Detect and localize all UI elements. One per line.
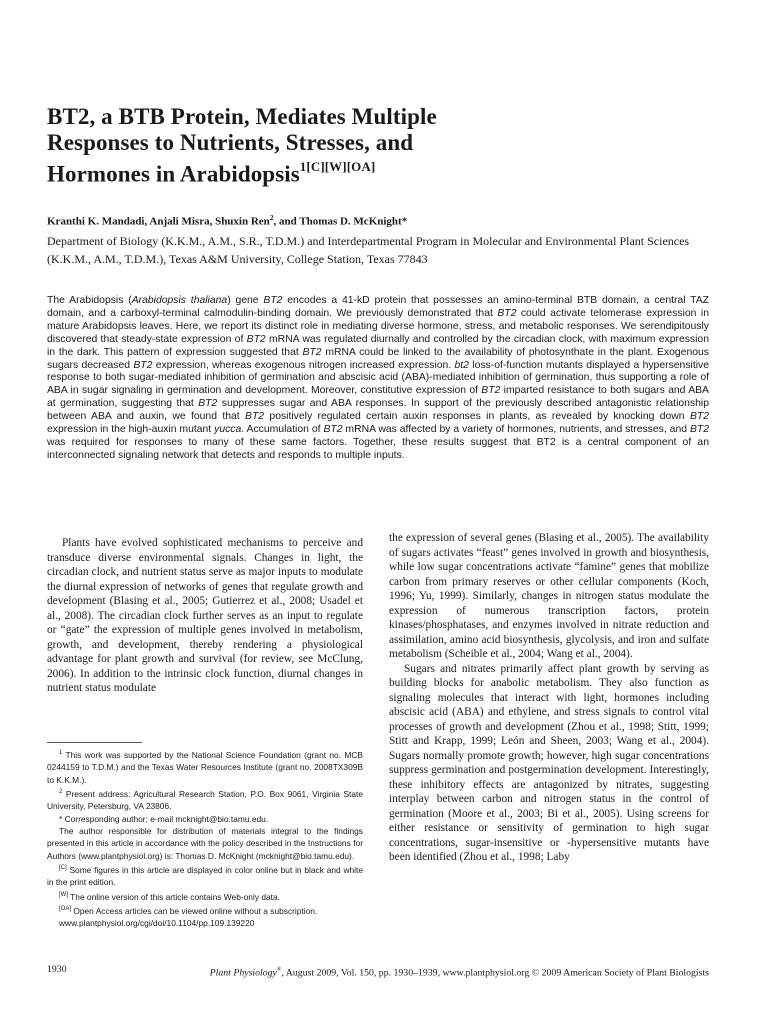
author-ren-footnote-mark: 2 [269,213,274,222]
body-paragraph: Sugars and nitrates primarily affect plant growth by serving as building blocks for anabolic metabolism. They also function as signaling molecules that interact with light, hormones including abscisic acid (ABA) and ethylene, and stress signals to control vital processes of growth and development (Zhou et al., 1998; Stitt, 1999; Stitt and Krapp, 1999; León and Sheen, 2003; Wang et al., 2004). Sugars normally promote growth; however, high sugar concentrations suppress germination and postgermination development. Interestingly, these inhibitory effects are antagonized by nitrates, suggesting interplay between carbon and nitrogen status in the control of germination (Moore et al., 2003; Bi et al., 2005). Using screens for either resistance or sensitivity of germination to high sugar concentrations, sugar-insensitive or -hypersensitive mutants have been identified (Zhou et al., 1998; Laby [389,662,709,863]
mutant-name: bt2 [454,359,469,371]
doi-link[interactable]: www.plantphysiol.org/cgi/doi/10.1104/pp.109.139220 [59,918,255,929]
footnote-funding: $^1$ This work was supported by the National Science Foundation (grant no. MCB 0244159 to T.D.M.) and the Texas Water Resources Institute (grant no. 2008TX309B to K.K.M.). [47,749,363,785]
title-footnote-marks: 1[C][W][OA] [299,159,376,174]
title-line-3: Hormones in Arabidopsis [47,161,300,187]
title-line-2: Responses to Nutrients, Stresses, and [47,130,414,155]
author-affiliation: Department of Biology (K.K.M., A.M., S.R., T.D.M.) and Interdepartmental Program in Molecular and Environmental Plant Sciences (K.K.M., A.M., T.D.M.), Texas A&M University, College Station, Texas 77843 [47,234,690,266]
body-paragraph: the expression of several genes (Blasing et al., 2005). The availability of sugars activates “feast” genes involved in growth and biosynthesis, while low sugar concentrations activate “famine” genes that mobilize carbon from primary reserves or other cellular components (Koch, 1996; Yu, 1999). Similarly, changes in nitrogen status modulate the expression of numerous transcription factors, protein kinases/phosphatases, and enzymes involved in nitrate reduction and assimilation, amino acid biosynthesis, glycolysis, and iron and sulfate metabolism (Scheible et al., 2004; Wang et al., 2004). [389,532,709,660]
journal-citation: Plant Physiology®, August 2009, Vol. 150, pp. 1930–1939, www.plantphysiol.org © 2009 American Society of Plant Biologists [209,967,709,979]
author-list [47,211,727,229]
author-names-part-1: Kranthi K. Mandadi, Anjali Misra, Shuxin Ren [47,215,270,228]
body-paragraph: Plants have evolved sophisticated mechanisms to perceive and transduce diverse environmental signals. Changes in light, the circadian clock, and nutrient status serve as major inputs to modulate the diurnal expression of networks of genes that regulate growth and development (Blasing et al., 2005; Gutierrez et al., 2008; Usadel et al., 2008). The circadian clock further serves as an input to regulate or “gate” the expression of multiple genes involved in metabolism, growth, and development, thereby rendering a physiological advantage for plant growth and survival (for review, see McClung, 2006). In addition to the intrinsic clock function, diurnal changes in nutrient status modulate [47,537,363,694]
footnote-corresponding-author: * Corresponding author; e-mail mcknight@bio.tamu.edu. [59,813,269,824]
page-footer [47,964,709,979]
footnote-present-address: $^2$ Present address: Agricultural Research Station, P.O. Box 9061, Virginia State University, Petersburg, VA 23806. [47,788,363,812]
title-line-1: BT2, a BTB Protein, Mediates Multiple [47,104,437,129]
gene-name: BT2 [263,295,283,306]
footnotes [47,747,363,930]
page-number: 1930 [47,964,67,975]
yucca-mutant-name: yucca [214,424,242,436]
abstract: The Arabidopsis (Arabidopsis thaliana) gene BT2 encodes a 41-kD protein that possesses an amino-terminal BTB domain, a central TAZ domain, and a carboxyl-terminal calmodulin-binding domain. We previously demonstrated that BT2 could activate telomerase expression in mature Arabidopsis leaves. Here, we report its distinct role in mediating diverse hormone, stress, and metabolic responses. We serendipitously discovered that steady-state expression of BT2 mRNA was regulated diurnally and controlled by the circadian clock, with maximum expression in the dark. This pattern of expression suggested that BT2 mRNA could be linked to the availability of photosynthate in the plant. Exogenous sugars decreased BT2 expression, whereas exogenous nitrogen increased expression. bt2 loss-of-function mutants displayed a hypersensitive response to both sugar-mediated inhibition of germination and abscisic acid (ABA)-mediated inhibition of germination, thus supporting a role of ABA in sugar signaling in germination and development. Moreover, constitutive expression of BT2 imparted resistance to both sugars and ABA at germination, suggesting that BT2 suppresses sugar and ABA responses. In support of the previously described antagonistic relationship between ABA and auxin, we found that BT2 positively regulated certain auxin responses in plants, as revealed by knocking down BT2 expression in the high-auxin mutant yucca. Accumulation of BT2 mRNA was affected by a variety of hormones, nutrients, and stresses, and BT2 was required for responses to many of these same factors. Together, these results suggest that BT2 is a central component of an interconnected signaling network that detects and responds to multiple inputs. [47,295,710,461]
journal-name: Plant Physiology [209,967,277,979]
body-left-column [47,536,363,696]
footnote-color-figures: [C] Some figures in this article are displayed in color online but in black and white in the print edition. [47,865,363,888]
article-title [47,104,607,188]
footnote-open-access: [OA] Open Access articles can be viewed online without a subscription. [59,905,318,916]
author-names-part-2: , and Thomas D. McKnight [273,215,402,228]
footnote-web-only: [W] The online version of this article contains Web-only data. [59,891,280,902]
species-name: Arabidopsis thaliana [131,295,228,306]
body-right-column [389,531,709,865]
footnote-responsible-author: The author responsible for distribution of materials integral to the findings presented in this article in accordance with the policy described in the Instructions for Authors (www.plantphysiol.org) is: Thomas D. McKnight (mcknight@bio.tamu.edu). [47,826,363,861]
footnote-divider [47,742,142,743]
corresponding-author-mark: * [401,215,408,228]
